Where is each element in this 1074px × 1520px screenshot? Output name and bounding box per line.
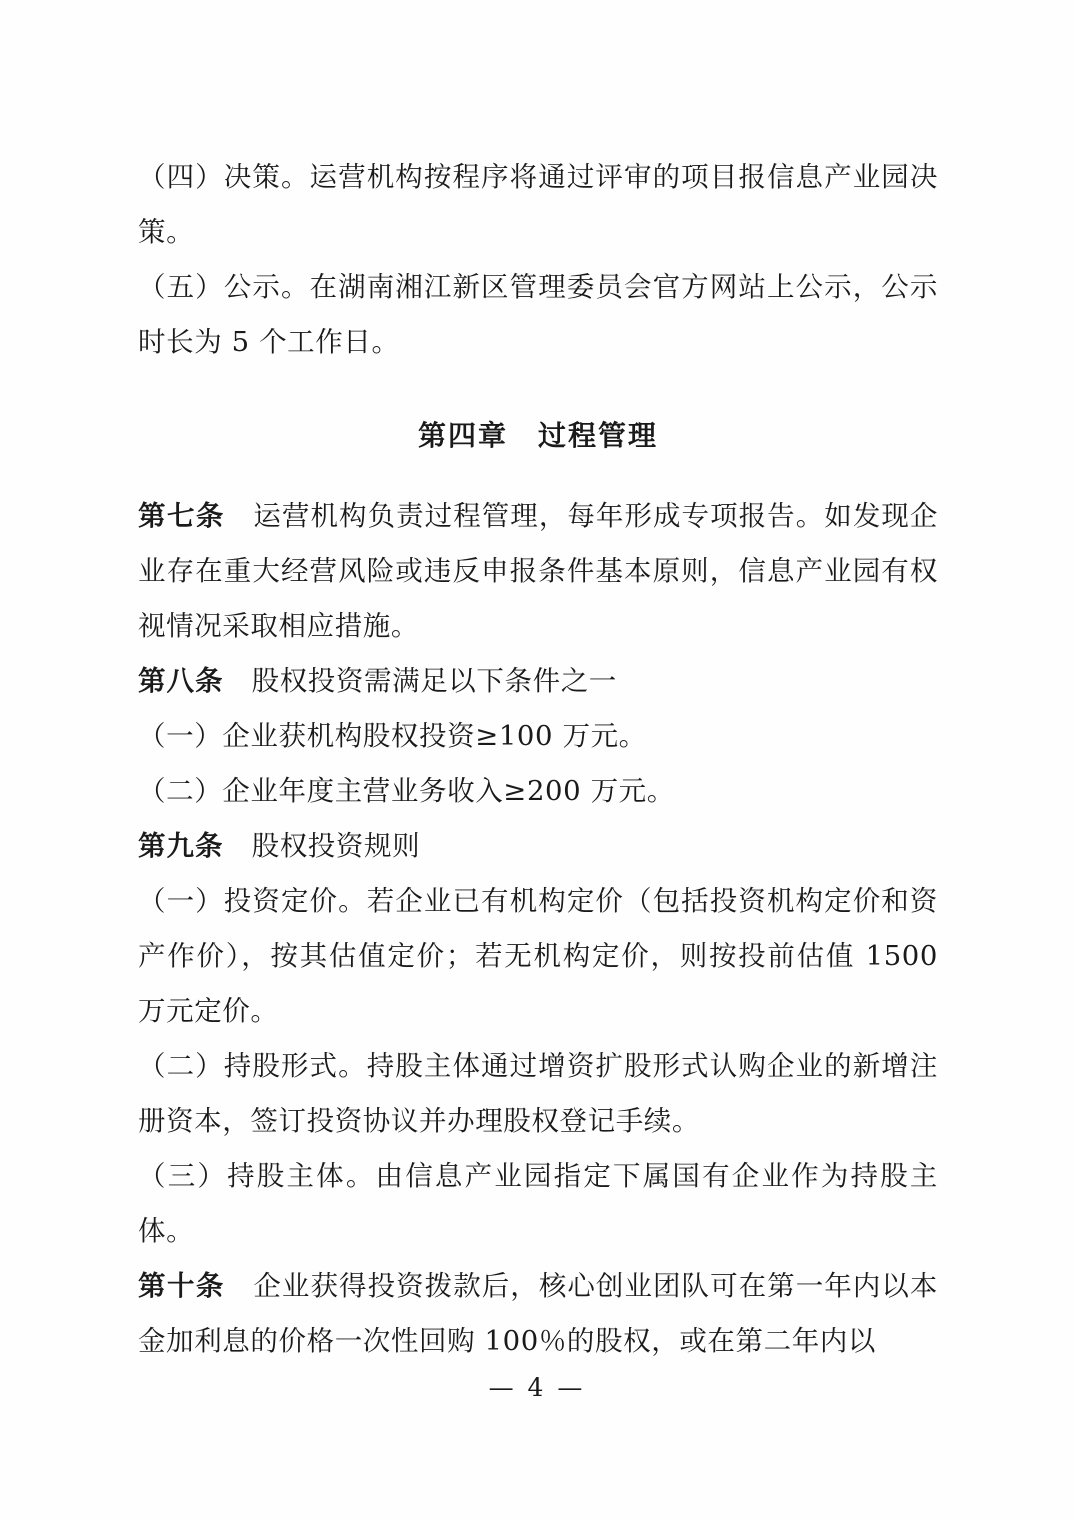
article-8-text: 股权投资需满足以下条件之一 bbox=[223, 665, 617, 697]
page-number: — 4 — bbox=[488, 1373, 586, 1402]
paragraph-publicity: （五）公示。在湖南湘江新区管理委员会官方网站上公示，公示时长为 5 个工作日。 bbox=[138, 271, 938, 358]
article-9-label: 第九条 bbox=[138, 830, 224, 862]
article-9-text: 股权投资规则 bbox=[223, 830, 421, 862]
article-10 bbox=[138, 1259, 938, 1369]
article-10-text: 企业获得投资拨款后，核心创业团队可在第一年内以本金加利息的价格一次性回购 100％的股权，或在第二年内以 bbox=[138, 1270, 939, 1357]
paragraph-decision: （四）决策。运营机构按程序将通过评审的项目报信息产业园决策。 bbox=[138, 161, 938, 248]
page-content bbox=[138, 150, 948, 1369]
article-8 bbox=[138, 654, 938, 709]
article-9 bbox=[138, 819, 938, 874]
chapter-heading: 第四章 过程管理 bbox=[417, 419, 658, 452]
article-8-item-1: （一）企业获机构股权投资≥100 万元。 bbox=[138, 720, 647, 752]
article-9-item-1: （一）投资定价。若企业已有机构定价（包括投资机构定价和资产作价），按其估值定价；若无机构定价，则按投前估值 1500 万元定价。 bbox=[138, 885, 948, 1027]
article-7 bbox=[138, 489, 938, 654]
article-10-label: 第十条 bbox=[138, 1270, 225, 1302]
article-8-item-2: （二）企业年度主营业务收入≥200 万元。 bbox=[138, 775, 675, 807]
article-7-label: 第七条 bbox=[138, 500, 225, 532]
article-9-item-3: （三）持股主体。由信息产业园指定下属国有企业作为持股主体。 bbox=[138, 1160, 938, 1247]
article-7-text: 运营机构负责过程管理，每年形成专项报告。如发现企业存在重大经营风险或违反申报条件基本原则，信息产业园有权视情况采取相应措施。 bbox=[138, 500, 939, 642]
article-9-item-2: （二）持股形式。持股主体通过增资扩股形式认购企业的新增注册资本，签订投资协议并办理股权登记手续。 bbox=[138, 1050, 938, 1137]
article-8-label: 第八条 bbox=[138, 665, 224, 697]
